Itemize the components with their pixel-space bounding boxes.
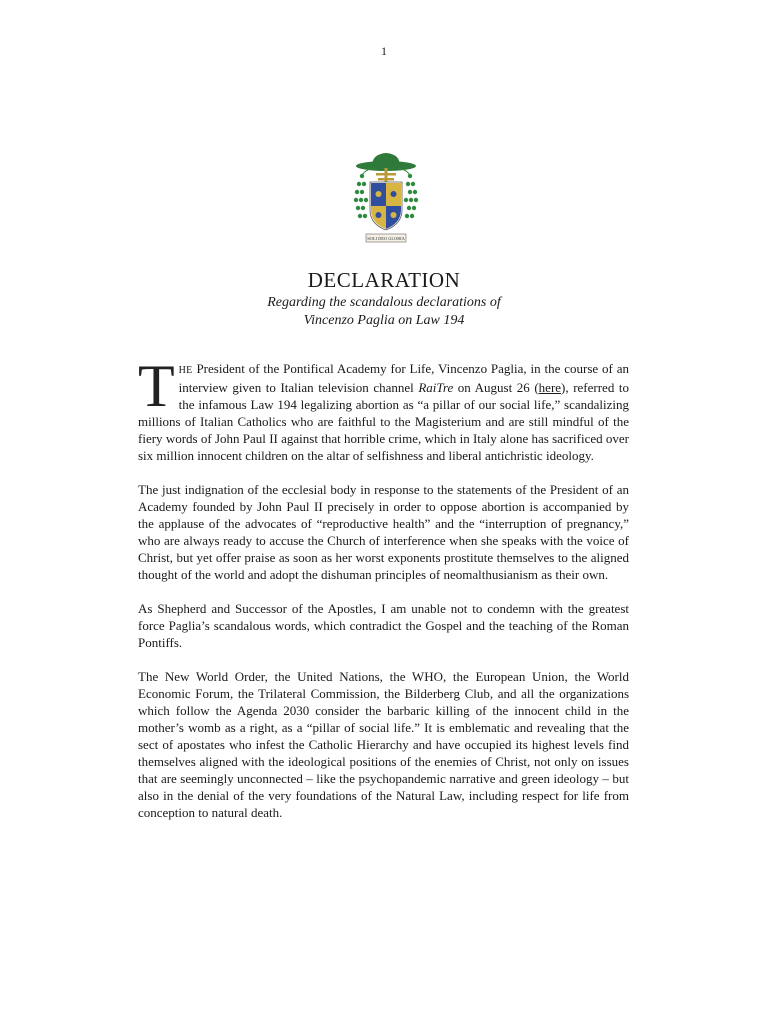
coat-of-arms-emblem — [352, 150, 420, 246]
tassels-right-icon — [404, 174, 418, 218]
paragraph-1-text-a: President of the Pontifical Academy for Life, Vincenzo Paglia, in the course of an interview given to Italian television channel — [178, 361, 629, 395]
paragraph-3: As Shepherd and Successor of the Apostles, I am unable not to condemn with the greatest force Paglia’s scandalous words, which contradict the Gospel and the teaching of the Roman Pontiffs. — [138, 601, 629, 650]
page-number: 1 — [381, 44, 387, 58]
channel-name: RaiTre — [418, 380, 454, 395]
paragraph-1-text-c: ), referred to the infamous Law 194 legalizing abortion as “a pillar of our social life,” scandalizing millions of Italian Catholics who are faithful to the Magisterium and are still mindful of the fiery words of John Paul II against that horrible crime, which in Italy alone has sacrificed over six million innocent children on the altar of selfishness and liberal antichristic ideology. — [138, 380, 629, 463]
subtitle-line-2: Vincenzo Paglia on Law 194 — [303, 313, 465, 328]
body-text — [138, 353, 629, 838]
document-subtitle — [0, 294, 768, 330]
small-caps-text: HE — [178, 365, 193, 376]
drop-cap: T — [138, 353, 175, 419]
paragraph-2: The just indignation of the ecclesial body in response to the statements of the President of an Academy founded by John Paul II precisely in order to oppose abortion is accompanied by the applause of the advocates of “reproductive health” and the “interruption of pregnancy,” who are always ready to accuse the Church of interference when she speaks with the voice of Christ, but yet offer praise as soon as her worst exponents prostitute themselves to the aligned thought of the world and adopt the dishuman principles of neomalthusianism as their own. — [138, 482, 629, 582]
paragraph-4: The New World Order, the United Nations, the WHO, the European Union, the World Economic Forum, the Trilateral Commission, the Bilderberg Club, and all the organizations which follow the Agenda 2030 consider the barbaric killing of the innocent child in the mother’s womb as a right, as a “pillar of social life.” It is emblematic and revealing that the sect of apostates who infest the Catholic Hierarchy and have occupied its highest levels find themselves aligned with the ideological positions of the enemies of Christ, not only on issues that are seemingly unconnected – like the psychopandemic narrative and green ideology – but also in the denial of the very foundations of the Natural Law, including respect for life from conception to natural death. — [138, 669, 629, 820]
paragraph-1-text-b: on August 26 ( — [453, 380, 539, 395]
subtitle-line-1: Regarding the scandalous declarations of — [267, 295, 501, 310]
paragraph-1 — [138, 353, 629, 464]
hat-crown — [372, 153, 400, 166]
here-link[interactable]: here — [538, 380, 562, 395]
document-title: DECLARATION — [307, 268, 461, 292]
tassels-left-icon — [354, 174, 368, 218]
motto-text: SOLI DEO GLORIA — [367, 236, 405, 241]
